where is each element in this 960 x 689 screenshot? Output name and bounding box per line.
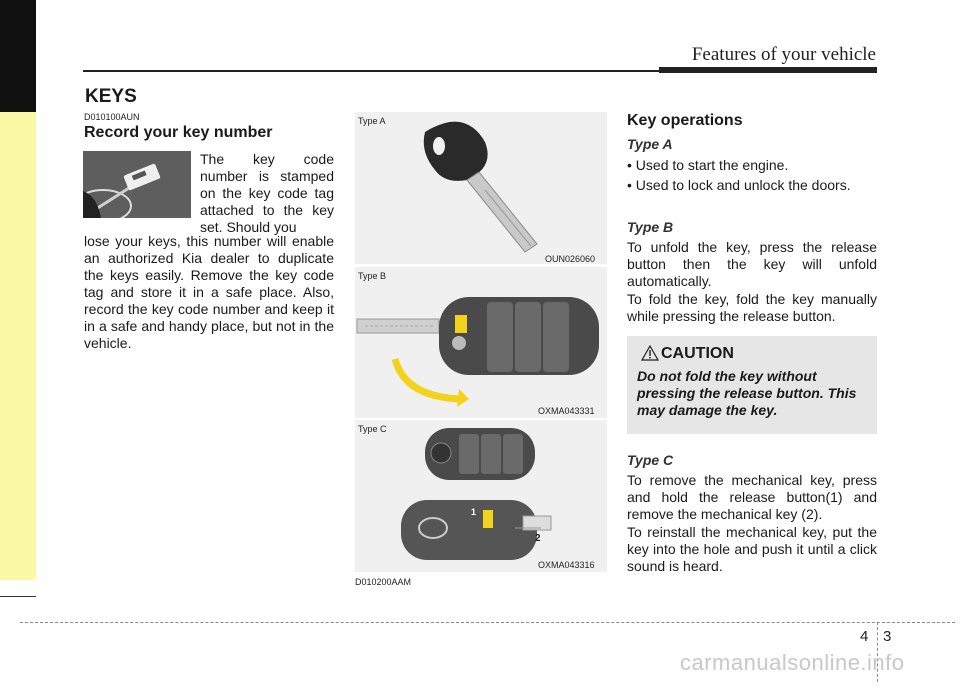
caution-box (627, 336, 877, 434)
caution-title: CAUTION (661, 345, 734, 362)
footer-rule (20, 622, 955, 623)
type-c-heading: Type C (627, 452, 674, 468)
record-section-code: D010100AUN (84, 112, 140, 122)
type-a-key-illustration (355, 112, 607, 264)
running-header: Features of your vehicle (691, 44, 876, 65)
key-operations-heading: Key operations (627, 112, 743, 129)
type-a-heading: Type A (627, 136, 673, 152)
type-a-bullets (627, 157, 877, 197)
chapter-tab (0, 0, 36, 112)
type-b-label: Type B (358, 271, 387, 281)
figure-type-a (355, 112, 607, 264)
type-c-key-illustration (355, 420, 607, 572)
type-b-code: OXMA043331 (538, 406, 595, 416)
warning-triangle-icon (641, 345, 659, 361)
page-number: 3 (883, 628, 892, 645)
bullet-item: • Used to start the engine. (627, 157, 877, 174)
type-b-paragraph-1: To unfold the key, press the release button then the key will unfold automatically. (627, 239, 877, 289)
figure-type-c (355, 420, 607, 572)
figure-section-code: D010200AAM (355, 577, 412, 587)
section-title: KEYS (85, 86, 137, 107)
type-a-label: Type A (358, 116, 386, 126)
type-b-paragraph-2: To fold the key, fold the key manually while pressing the release button. (627, 291, 877, 324)
chapter-number: 4 (860, 628, 869, 645)
sidebar-divider (0, 596, 36, 597)
key-tag-photo (83, 151, 191, 218)
record-paragraph-wrap: The key code number is stamped on the key code tag attached to the key set. Should you (200, 151, 334, 235)
marker-1: 1 (467, 506, 480, 519)
marker-2: 2 (535, 533, 541, 544)
record-heading: Record your key number (84, 124, 273, 141)
caution-text: Do not fold the key without pressing the release button. This may damage the key. (637, 368, 857, 418)
type-c-paragraph-1: To remove the mechanical key, press and hold the release button(1) and remove the mechanical key (2). (627, 472, 877, 522)
watermark: carmanualsonline.info (680, 650, 905, 675)
type-c-code: OXMA043316 (538, 560, 595, 570)
header-bar (659, 67, 877, 73)
header-rule (83, 70, 659, 72)
type-a-code: OUN026060 (545, 254, 596, 264)
type-b-key-illustration (355, 267, 607, 418)
figure-type-b (355, 267, 607, 418)
bullet-item: • Used to lock and unlock the doors. (627, 177, 877, 194)
record-paragraph: lose your keys, this number will enable an authorized Kia dealer to duplicate the keys easily. Remove the key code tag and store it in a safe place. Also, record the key code number and keep it in a safe and handy place, but not in the vehicle. (84, 233, 334, 351)
type-c-paragraph-2: To reinstall the mechanical key, put the key into the hole and push it until a click sound is heard. (627, 524, 877, 574)
type-b-heading: Type B (627, 219, 674, 235)
type-c-label: Type C (358, 424, 387, 434)
